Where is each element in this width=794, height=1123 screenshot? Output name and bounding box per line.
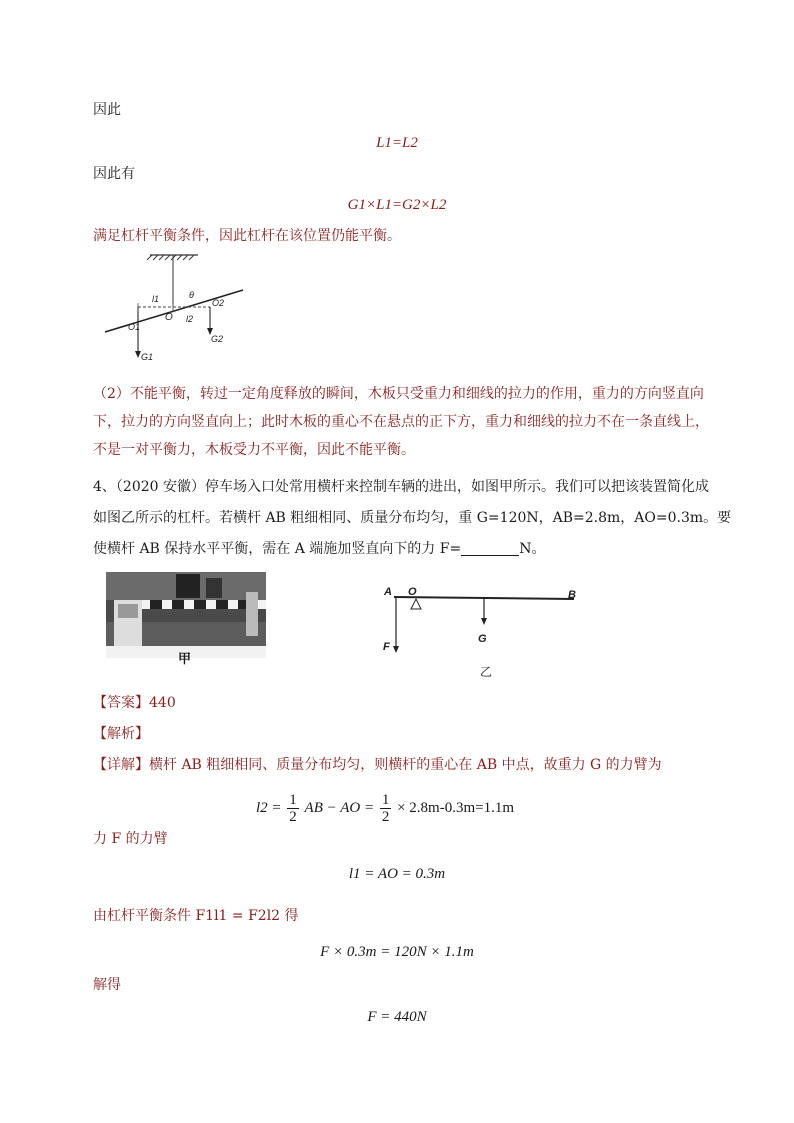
text-therefore-have: 因此有 (93, 166, 135, 182)
label-theta: θ (189, 290, 194, 300)
equation-force-product: F × 0.3m = 120N × 1.1m (320, 944, 474, 960)
parking-barrier-photo (106, 572, 266, 658)
label-o: O (408, 586, 417, 598)
equation-l2 (256, 790, 514, 826)
detail-text: 横杆 AB 粗细相同、质量分布均匀，则横杆的重心在 AB 中点，故重力 G 的力臂为 (149, 757, 662, 773)
eq3-rest: × 2.8m-0.3m=1.1m (397, 800, 515, 816)
answer-2-line-3: 不是一对平衡力，木板受力不平衡，因此不能平衡。 (93, 442, 415, 458)
text-solve: 解得 (93, 977, 121, 993)
label-g1: G1 (141, 352, 154, 362)
eq3-mid: AB − AO = (304, 800, 375, 816)
analysis-label: 【解析】 (93, 726, 149, 742)
caption-yi: 乙 (480, 665, 493, 679)
equation-l1: l1 = AO = 0.3m (348, 866, 446, 882)
answer-blank[interactable] (461, 541, 519, 556)
equation-result: F = 440N (367, 1009, 427, 1025)
text-balance-condition: 满足杠杆平衡条件，因此杠杆在该位置仍能平衡。 (93, 228, 401, 244)
label-o1: O1 (128, 322, 141, 332)
barrier-lever-diagram (378, 580, 588, 680)
label-f: F (383, 641, 390, 653)
equation-l1-l2: L1=L2 (376, 135, 418, 151)
question-4-line-3 (93, 539, 545, 559)
answer-row (93, 693, 176, 713)
answer-2-line-2: 下，拉力的方向竖直向上；此时木板的重心不在悬点的正下方，重力和细线的拉力不在一条直线上， (93, 414, 709, 430)
label-g2: G2 (211, 334, 224, 344)
text-therefore-1: 因此 (93, 102, 121, 118)
label-o: O (165, 312, 173, 323)
question-4-unit: N。 (519, 541, 546, 557)
caption-jia: 甲 (178, 652, 192, 667)
question-4-line-2: 如图乙所示的杠杆。若横杆 AB 粗细相同、质量分布均匀，重 G=120N，AB=2.8m，AO=0.3m。要 (93, 510, 732, 526)
text-balance-formula: 由杠杆平衡条件 F1l1 = F2l2 得 (93, 908, 299, 924)
detail-label: 【详解】 (93, 757, 149, 773)
text-force-arm: 力 F 的力臂 (93, 831, 168, 847)
answer-2-line-1: （2）不能平衡，转过一定角度释放的瞬间，木板只受重力和细线的拉力的作用，重力的方向竖直向 (93, 386, 704, 402)
tilted-lever-diagram (100, 250, 260, 368)
question-4-text: 使横杆 AB 保持水平平衡，需在 A 端施加竖直向下的力 F= (93, 541, 462, 557)
answer-label: 【答案】 (93, 695, 149, 711)
label-o2: O2 (212, 298, 225, 308)
question-4-line-1: 4、（2020 安徽）停车场入口处常用横杆来控制车辆的进出，如图甲所示。我们可以把该装置简化成 (93, 479, 709, 495)
fraction-one-half: $\frac{1}{2}$ (289, 792, 297, 826)
fraction-one-half-2: $\frac{1}{2}$ (381, 792, 390, 826)
label-b: B (568, 589, 576, 601)
answer-value: 440 (149, 695, 176, 711)
label-l1: l1 (152, 294, 160, 304)
label-a: A (384, 586, 392, 598)
label-l2: l2 (186, 314, 194, 324)
equation-moment-balance: G1×L1=G2×L2 (347, 197, 447, 213)
detail-row (93, 755, 662, 775)
label-g: G (478, 633, 487, 645)
eq3-lhs: l2 = (256, 800, 282, 816)
